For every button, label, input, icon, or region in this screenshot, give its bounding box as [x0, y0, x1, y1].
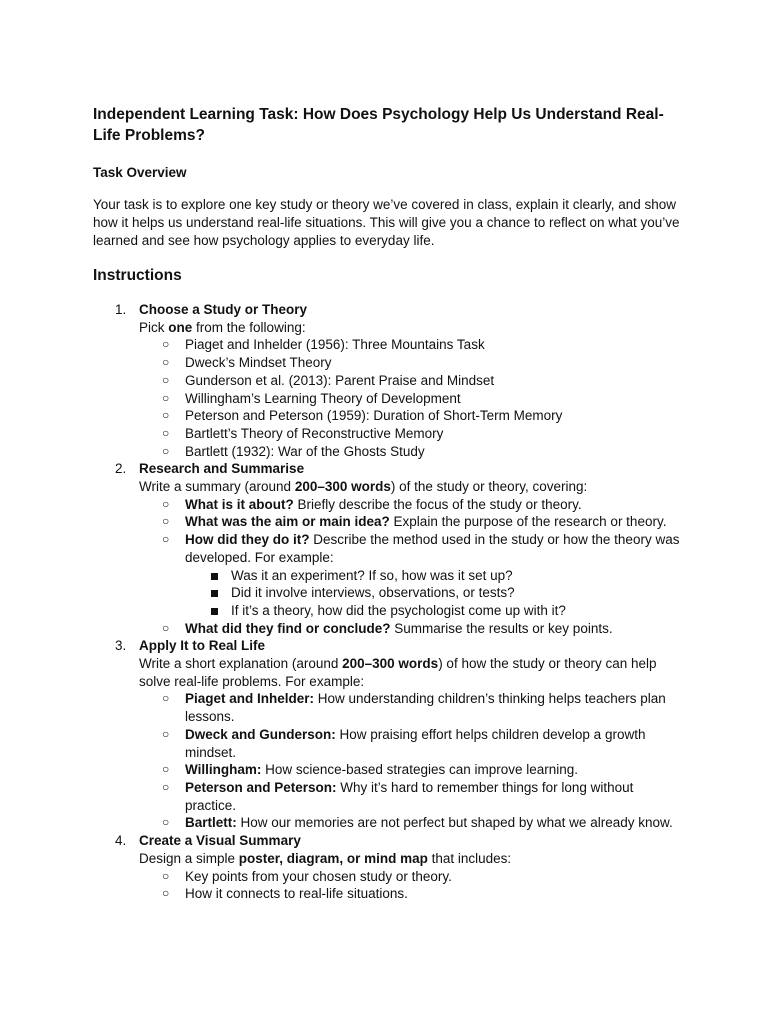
list-item	[139, 407, 683, 425]
list-item	[185, 584, 683, 602]
step-intro-text: from the following:	[192, 319, 306, 335]
step-intro-text: Write a short explanation (around	[139, 656, 343, 672]
list-item	[139, 620, 683, 638]
hollow-circle-bullet-icon: ○	[162, 390, 170, 405]
list-item-text: Briefly describe the focus of the study or theory.	[293, 496, 582, 512]
step-intro-text: ) of the study or theory, covering:	[390, 479, 588, 495]
hollow-circle-bullet-icon: ○	[162, 620, 170, 635]
step-intro	[139, 319, 683, 337]
list-item-label: What did they find or conclude?	[185, 620, 391, 636]
list-item-text: How it connects to real-life situations.	[185, 886, 408, 902]
hollow-circle-bullet-icon: ○	[162, 762, 170, 777]
list-item	[139, 390, 683, 408]
instructions-heading: Instructions	[93, 267, 182, 284]
square-bullet-icon	[211, 608, 218, 615]
step-intro-text: Design a simple	[139, 850, 239, 866]
step-number: 1.	[115, 302, 127, 317]
list-item	[139, 513, 683, 531]
hollow-circle-bullet-icon: ○	[162, 337, 170, 352]
step-intro-text: that includes:	[427, 850, 512, 866]
list-item-text: Peterson and Peterson (1959): Duration of Short-Term Memory	[185, 408, 563, 424]
hollow-circle-bullet-icon: ○	[162, 726, 170, 741]
hollow-circle-bullet-icon: ○	[162, 532, 170, 547]
square-bullet-icon	[211, 590, 218, 597]
list-item-text: Dweck’s Mindset Theory	[185, 355, 332, 371]
list-item	[139, 726, 683, 761]
step-intro	[139, 655, 683, 690]
step-intro-text: Pick	[139, 319, 169, 335]
visual-summary-list	[139, 868, 683, 903]
list-item-label: Dweck and Gunderson:	[185, 726, 336, 742]
list-item	[139, 690, 683, 725]
list-item-text: Bartlett’s Theory of Reconstructive Memory	[185, 425, 444, 441]
summary-points-list	[139, 496, 683, 638]
list-item	[139, 779, 683, 814]
step-intro-text: ) of how the study or theory can help solve real-life problems. For example:	[139, 656, 657, 689]
real-life-examples-list	[139, 690, 683, 832]
list-item-text: Explain the purpose of the research or theory.	[389, 514, 667, 530]
hollow-circle-bullet-icon: ○	[162, 425, 170, 440]
list-item-text: How praising effort helps children develop a growth mindset.	[185, 726, 646, 760]
list-item-text: Piaget and Inhelder (1956): Three Mountains Task	[185, 337, 485, 353]
hollow-circle-bullet-icon: ○	[162, 372, 170, 387]
hollow-circle-bullet-icon: ○	[162, 408, 170, 423]
list-item-text: Was it an experiment? If so, how was it set up?	[231, 567, 513, 583]
list-item-label: What was the aim or main idea?	[185, 514, 390, 530]
list-item-text: Gunderson et al. (2013): Parent Praise and Mindset	[185, 372, 495, 388]
list-item	[185, 602, 683, 620]
step-title: Research and Summarise	[139, 461, 305, 477]
method-examples-list	[185, 567, 683, 620]
step-title: Create a Visual Summary	[139, 833, 301, 849]
list-item-text: Why it’s hard to remember things for long without practice.	[185, 779, 634, 813]
list-item-text: Key points from your chosen study or theory.	[185, 868, 452, 884]
list-item	[139, 354, 683, 372]
list-item-label: Bartlett:	[185, 815, 237, 831]
step-intro	[139, 850, 683, 868]
step-visual-summary	[93, 832, 683, 903]
step-intro	[139, 478, 683, 496]
hollow-circle-bullet-icon: ○	[162, 355, 170, 370]
list-item-label: Piaget and Inhelder:	[185, 691, 315, 707]
hollow-circle-bullet-icon: ○	[162, 691, 170, 706]
hollow-circle-bullet-icon: ○	[162, 886, 170, 901]
list-item	[185, 567, 683, 585]
hollow-circle-bullet-icon: ○	[162, 868, 170, 883]
list-item	[139, 336, 683, 354]
square-bullet-icon	[211, 573, 218, 580]
list-item	[139, 425, 683, 443]
list-item-text: Bartlett (1932): War of the Ghosts Study	[185, 443, 425, 459]
step-number: 3.	[115, 638, 127, 654]
study-options-list	[139, 336, 683, 460]
task-overview-text: Your task is to explore one key study or theory we’ve covered in class, explain it clearly, and show how it helps us understand real-life situations. This will give you a chance to reflect on what you’ve learned and see how psychology applies to everyday life.	[93, 197, 680, 248]
step-number: 4.	[115, 833, 127, 849]
task-overview-heading: Task Overview	[93, 165, 187, 180]
list-item	[139, 372, 683, 390]
step-intro-emphasis: one	[168, 319, 193, 335]
list-item-text: Summarise the results or key points.	[390, 620, 613, 636]
list-item-text: Describe the method used in the study or how the theory was developed. For example:	[185, 532, 680, 565]
list-item	[139, 761, 683, 779]
document-page	[93, 104, 683, 903]
step-title: Apply It to Real Life	[139, 638, 266, 654]
hollow-circle-bullet-icon: ○	[162, 779, 170, 794]
hollow-circle-bullet-icon: ○	[162, 815, 170, 830]
list-item	[139, 885, 683, 903]
list-item	[139, 531, 683, 620]
list-item	[139, 814, 683, 832]
list-item-label: What is it about?	[185, 496, 294, 512]
list-item-text: Did it involve interviews, observations, or tests?	[231, 585, 515, 601]
list-item-text: If it’s a theory, how did the psychologist come up with it?	[231, 602, 566, 618]
hollow-circle-bullet-icon: ○	[162, 443, 170, 458]
hollow-circle-bullet-icon: ○	[162, 496, 170, 511]
step-research-summarise	[93, 460, 683, 637]
step-choose-study	[93, 301, 683, 460]
list-item-text: Willingham’s Learning Theory of Development	[185, 390, 461, 406]
step-intro-emphasis: 200–300 words	[294, 479, 391, 495]
step-number: 2.	[115, 461, 127, 477]
instruction-steps	[93, 301, 683, 903]
document-title: Independent Learning Task: How Does Psychology Help Us Understand Real-Life Problems?	[93, 106, 664, 144]
list-item	[139, 443, 683, 461]
step-apply-real-life	[93, 637, 683, 832]
hollow-circle-bullet-icon: ○	[162, 514, 170, 529]
list-item-label: Willingham:	[185, 762, 262, 778]
list-item	[139, 496, 683, 514]
step-intro-text: Write a summary (around	[139, 479, 295, 495]
step-title: Choose a Study or Theory	[139, 302, 308, 317]
list-item-text: How understanding children’s thinking helps teachers plan lessons.	[185, 691, 666, 725]
list-item-label: How did they do it?	[185, 532, 310, 548]
step-intro-emphasis: poster, diagram, or mind map	[238, 850, 428, 866]
list-item-text: How our memories are not perfect but shaped by what we already know.	[236, 815, 673, 831]
list-item	[139, 868, 683, 886]
list-item-label: Peterson and Peterson:	[185, 779, 337, 795]
step-intro-emphasis: 200–300 words	[342, 656, 439, 672]
list-item-text: How science-based strategies can improve learning.	[261, 762, 579, 778]
